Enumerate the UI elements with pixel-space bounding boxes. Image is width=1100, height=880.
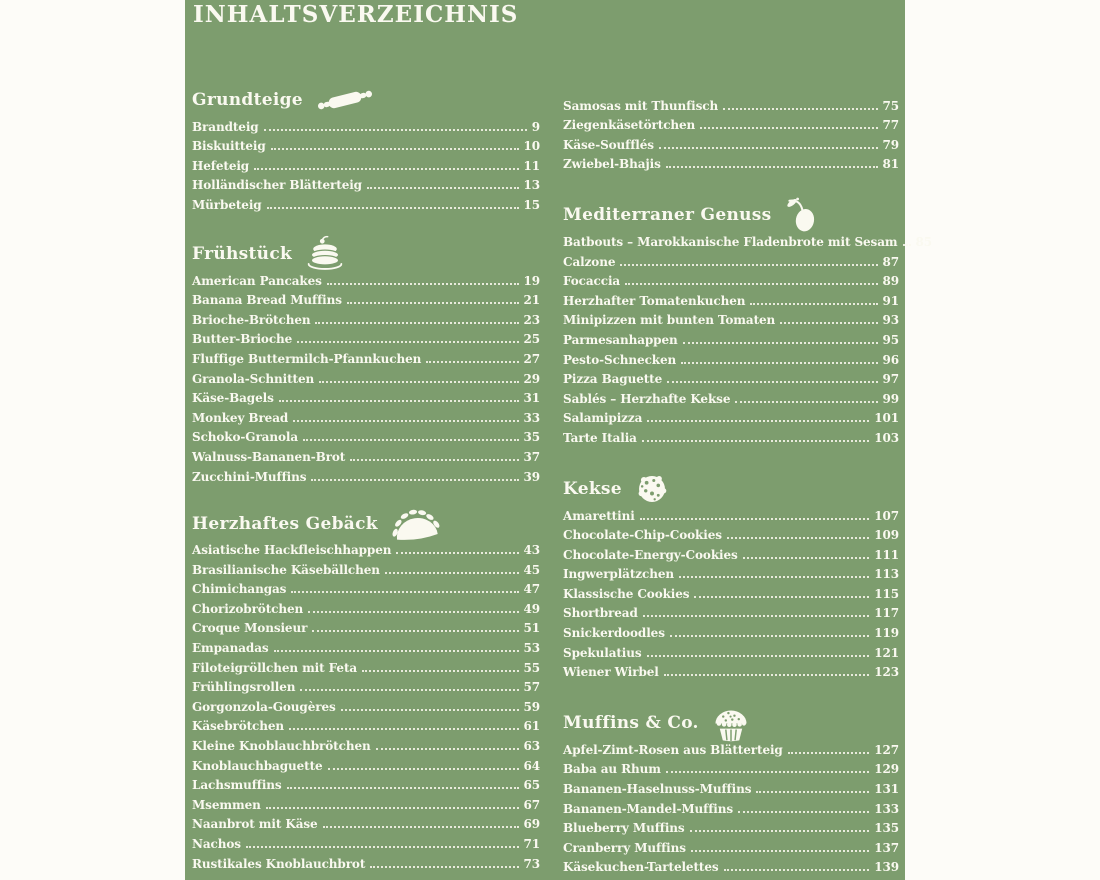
dotted-leader	[666, 771, 869, 773]
recipe-title: Parmesanhappen	[563, 332, 678, 347]
toc-entry[interactable]	[563, 134, 899, 154]
recipe-title: Ziegenkäsetörtchen	[563, 118, 696, 133]
toc-entry[interactable]	[563, 115, 899, 135]
toc-entry[interactable]	[563, 349, 899, 369]
toc-entry[interactable]	[192, 657, 540, 677]
toc-entry[interactable]	[563, 544, 899, 564]
toc-entry[interactable]	[192, 853, 540, 873]
page-number: 75	[882, 98, 899, 113]
dotted-leader	[254, 168, 518, 170]
page-number: 51	[523, 621, 540, 636]
section-title: Herzhaftes Gebäck	[192, 513, 378, 534]
dotted-leader	[271, 148, 519, 150]
recipe-title: Minipizzen mit bunten Tomaten	[563, 313, 776, 328]
page-number: 133	[874, 801, 899, 816]
page-number: 113	[874, 567, 899, 582]
page-number: 131	[874, 782, 899, 797]
toc-entry[interactable]	[192, 559, 540, 579]
toc-entry[interactable]	[563, 642, 899, 662]
toc-section-fruehstueck	[192, 240, 540, 486]
recipe-title: Schoko-Granola	[192, 430, 299, 445]
page-number: 63	[523, 739, 540, 754]
page-number: 25	[523, 332, 540, 347]
recipe-title: Chimichangas	[192, 582, 287, 597]
page-number: 9	[531, 119, 540, 134]
toc-entry[interactable]	[192, 155, 540, 175]
recipe-title: Pesto-Schnecken	[563, 352, 677, 367]
toc-section-muffins-co	[563, 709, 899, 876]
recipe-title: Focaccia	[563, 274, 621, 289]
page-number: 121	[874, 645, 899, 660]
toc-entry[interactable]	[192, 540, 540, 560]
dotted-leader	[700, 127, 877, 129]
recipe-title: Granola-Schnitten	[192, 371, 315, 386]
recipe-title: Tarte Italia	[563, 430, 637, 445]
page-number: 96	[882, 352, 899, 367]
recipe-title: Croque Monsieur	[192, 621, 308, 636]
recipe-title: Walnuss-Bananen-Brot	[192, 449, 346, 464]
recipe-title: Klassische Cookies	[563, 586, 690, 601]
dotted-leader	[780, 322, 877, 324]
recipe-title: Käse-Bagels	[192, 391, 274, 406]
section-heading	[563, 475, 899, 503]
page-number: 13	[523, 178, 540, 193]
toc-entry[interactable]	[192, 637, 540, 657]
page-number: 37	[523, 449, 540, 464]
dotted-leader	[694, 596, 869, 598]
recipe-title: Spekulatius	[563, 645, 642, 660]
dotted-leader	[643, 615, 869, 617]
toc-entry[interactable]	[192, 194, 540, 214]
toc-entry[interactable]	[563, 603, 899, 623]
page-number: 11	[523, 158, 540, 173]
dotted-leader	[642, 440, 869, 442]
dotted-leader	[647, 420, 869, 422]
dotted-leader	[735, 401, 877, 403]
dotted-leader	[311, 479, 518, 481]
dotted-leader	[625, 283, 877, 285]
page-number: 33	[523, 410, 540, 425]
page-number: 119	[874, 626, 899, 641]
toc-entry[interactable]	[192, 309, 540, 329]
dotted-leader	[327, 283, 519, 285]
toc-section-herzhaftes-gebaeck-fortsetzung	[563, 95, 899, 173]
toc-section-grundteige	[192, 86, 540, 214]
page-number: 71	[523, 837, 540, 851]
dotted-leader	[264, 129, 527, 131]
recipe-title: Shortbread	[563, 606, 638, 621]
section-heading	[563, 201, 899, 229]
section-heading	[192, 510, 540, 538]
section-heading	[563, 709, 899, 737]
toc-entry[interactable]	[192, 735, 540, 755]
toc-entry[interactable]	[563, 251, 899, 271]
recipe-title: Bananen-Mandel-Muffins	[563, 801, 734, 816]
recipe-title: Zwiebel-Bhajis	[563, 157, 661, 172]
dotted-leader	[315, 322, 518, 324]
dotted-leader	[679, 576, 869, 578]
page-number: 139	[874, 860, 899, 875]
dotted-leader	[396, 552, 518, 554]
recipe-title: Asiatische Hackfleischhappen	[192, 543, 392, 558]
recipe-title: Pizza Baguette	[563, 372, 663, 387]
toc-entry[interactable]	[563, 329, 899, 349]
dotted-leader	[385, 572, 519, 574]
recipe-title: Cranberry Muffins	[563, 840, 686, 855]
page-number: 123	[874, 665, 899, 680]
recipe-title: Chocolate-Energy-Cookies	[563, 547, 738, 562]
recipe-title: Monkey Bread	[192, 410, 289, 425]
page-number: 29	[523, 371, 540, 386]
recipe-title: Knoblauchbaguette	[192, 758, 323, 773]
recipe-title: Käse-Soufflés	[563, 137, 654, 152]
left-column	[192, 0, 540, 873]
toc-entry[interactable]	[563, 759, 899, 779]
dotted-leader	[683, 342, 878, 344]
page-number: 39	[523, 469, 540, 484]
recipe-title: Butter-Brioche	[192, 332, 293, 347]
dotted-leader	[323, 826, 519, 828]
recipe-title: Gorgonzola-Gougères	[192, 699, 336, 714]
recipe-title: Banana Bread Muffins	[192, 293, 342, 308]
recipe-title: Ingwerplätzchen	[563, 567, 674, 582]
dotted-leader	[664, 674, 870, 676]
page-number: 95	[882, 332, 899, 347]
dotted-leader	[289, 728, 518, 730]
recipe-title: Blueberry Muffins	[563, 821, 685, 836]
dotted-leader	[647, 655, 870, 657]
page-number: 27	[523, 351, 540, 366]
page-number: 47	[523, 582, 540, 597]
cookie-icon	[635, 472, 669, 506]
dotted-leader	[350, 459, 518, 461]
dotted-leader	[723, 108, 877, 110]
toc-sheet	[185, 0, 932, 880]
recipe-title: Snickerdoodles	[563, 626, 665, 641]
toc-entry[interactable]	[192, 618, 540, 638]
toc-section-kekse	[563, 475, 899, 681]
toc-entry[interactable]	[563, 564, 899, 584]
page-number: 89	[882, 274, 899, 289]
toc-entry[interactable]	[192, 775, 540, 795]
recipe-title: Lachsmuffins	[192, 778, 282, 793]
toc-entry[interactable]	[192, 427, 540, 447]
dotted-leader	[788, 752, 870, 754]
recipe-title: American Pancakes	[192, 273, 322, 288]
dotted-leader	[738, 811, 869, 813]
toc-entry[interactable]	[192, 598, 540, 618]
page-title: INHALTSVERZEICHNIS	[193, 1, 519, 28]
recipe-title: Fluffige Buttermilch-Pfannkuchen	[192, 351, 422, 366]
toc-section-mediterraner-genuss	[563, 201, 932, 447]
recipe-title: Herzhafter Tomatenkuchen	[563, 293, 746, 308]
page-number: 57	[523, 680, 540, 695]
toc-entry[interactable]	[192, 755, 540, 775]
recipe-title: Holländischer Blätterteig	[192, 178, 362, 193]
dotted-leader	[667, 381, 877, 383]
toc-entry[interactable]	[192, 833, 540, 853]
page-number: 67	[523, 797, 540, 812]
toc-entry[interactable]	[563, 231, 932, 251]
recipe-title: Batbouts – Marokkanische Fladenbrote mit Sesam	[563, 234, 898, 249]
page-number: 137	[874, 840, 899, 855]
dotted-leader	[291, 591, 518, 593]
recipe-title: Brandteig	[192, 119, 259, 134]
recipe-title: Kleine Knoblauchbrötchen	[192, 739, 371, 754]
toc-entry[interactable]	[563, 583, 899, 603]
recipe-title: Käsebrötchen	[192, 719, 285, 734]
dotted-leader	[670, 635, 869, 637]
dotted-leader	[903, 244, 911, 246]
dotted-leader	[367, 187, 519, 189]
page-number: 61	[523, 719, 540, 734]
page-number: 91	[882, 293, 899, 308]
page-number: 99	[882, 391, 899, 406]
dotted-leader	[640, 518, 870, 520]
page-number: 109	[874, 528, 899, 543]
recipe-title: Empanadas	[192, 641, 269, 656]
page-number: 59	[523, 699, 540, 714]
dotted-leader	[303, 439, 518, 441]
page-number: 97	[882, 372, 899, 387]
page-number: 79	[882, 137, 899, 152]
rolling-pin-icon	[316, 84, 374, 116]
page-number: 107	[874, 508, 899, 523]
recipe-title: Mürbeteig	[192, 197, 262, 212]
toc-entry[interactable]	[563, 739, 899, 759]
toc-entry[interactable]	[192, 270, 540, 290]
section-title: Mediterraner Genuss	[563, 205, 772, 226]
page-number: 129	[874, 762, 899, 777]
recipe-title: Salamipizza	[563, 411, 643, 426]
page-number: 117	[874, 606, 899, 621]
toc-entry[interactable]	[563, 505, 899, 525]
toc-entry[interactable]	[192, 388, 540, 408]
page-number: 49	[523, 601, 540, 616]
dotted-leader	[267, 207, 519, 209]
toc-entry[interactable]	[563, 525, 899, 545]
toc-entry[interactable]	[563, 427, 899, 447]
toc-entry[interactable]	[192, 677, 540, 697]
toc-entry[interactable]	[192, 716, 540, 736]
recipe-title: Biskuitteig	[192, 139, 266, 154]
toc-entry[interactable]	[192, 348, 540, 368]
recipe-title: Naanbrot mit Käse	[192, 817, 318, 832]
muffin-icon	[712, 705, 750, 742]
page-number: 10	[523, 139, 540, 154]
toc-entry[interactable]	[192, 329, 540, 349]
dotted-leader	[750, 303, 877, 305]
dotted-leader	[293, 420, 518, 422]
page-number: 93	[882, 313, 899, 328]
toc-section-herzhaftes-gebaeck	[192, 510, 540, 873]
toc-entry[interactable]	[563, 95, 899, 115]
recipe-title: Msemmen	[192, 797, 261, 812]
toc-entry[interactable]	[563, 271, 899, 291]
dotted-leader	[620, 264, 877, 266]
recipe-title: Calzone	[563, 254, 616, 269]
recipe-title: Apfel-Zimt-Rosen aus Blätterteig	[563, 742, 783, 757]
toc-entry[interactable]	[192, 794, 540, 814]
recipe-title: Chorizobrötchen	[192, 601, 304, 616]
dotted-leader	[659, 147, 878, 149]
page-number: 111	[874, 547, 899, 562]
toc-entry[interactable]	[192, 446, 540, 466]
section-title: Grundteige	[192, 90, 303, 110]
recipe-title: Hefeteig	[192, 158, 250, 173]
page-number: 31	[523, 391, 540, 406]
recipe-title: Amarettini	[563, 508, 635, 523]
recipe-title: Sablés – Herzhafte Kekse	[563, 391, 731, 406]
toc-entry[interactable]	[563, 388, 899, 408]
dotted-leader	[328, 768, 519, 770]
page-number: 115	[874, 586, 899, 601]
toc-entry[interactable]	[563, 857, 899, 877]
toc-entry[interactable]	[563, 154, 899, 174]
toc-entry[interactable]	[192, 136, 540, 156]
toc-entry[interactable]	[192, 368, 540, 388]
recipe-title: Zucchini-Muffins	[192, 469, 307, 484]
dotted-leader	[246, 846, 519, 848]
dotted-leader	[362, 670, 518, 672]
page-number: 73	[523, 856, 540, 871]
toc-entry[interactable]	[192, 696, 540, 716]
toc-entry[interactable]	[563, 818, 899, 838]
right-column	[563, 0, 932, 876]
page-number: 85	[915, 234, 932, 249]
page-number: 64	[523, 758, 540, 773]
dotted-leader	[274, 650, 519, 652]
toc-entry[interactable]	[563, 622, 899, 642]
section-title: Muffins & Co.	[563, 713, 699, 734]
section-heading	[192, 86, 540, 114]
toc-entry[interactable]	[192, 407, 540, 427]
page-number: 35	[523, 430, 540, 445]
recipe-title: Bananen-Haselnuss-Muffins	[563, 782, 752, 797]
toc-entry[interactable]	[563, 310, 899, 330]
page-number: 23	[523, 312, 540, 327]
page-number: 87	[882, 254, 899, 269]
page-number: 19	[523, 273, 540, 288]
dotted-leader	[724, 869, 870, 871]
page-number: 55	[523, 660, 540, 675]
toc-entry[interactable]	[192, 579, 540, 599]
page-number: 127	[874, 742, 899, 757]
dotted-leader	[341, 709, 519, 711]
page-number: 53	[523, 641, 540, 656]
section-title: Frühstück	[192, 243, 293, 264]
pancakes-icon	[305, 235, 345, 272]
toc-entry[interactable]	[563, 778, 899, 798]
dotted-leader	[319, 381, 518, 383]
toc-entry[interactable]	[192, 116, 540, 136]
empanada-icon	[391, 503, 441, 544]
dotted-leader	[308, 611, 518, 613]
recipe-title: Brasilianische Käsebällchen	[192, 562, 380, 577]
dotted-leader	[681, 362, 877, 364]
toc-entry[interactable]	[563, 290, 899, 310]
dotted-leader	[347, 302, 519, 304]
section-heading	[192, 240, 540, 268]
page-number: 15	[523, 197, 540, 212]
recipe-title: Brioche-Brötchen	[192, 312, 311, 327]
toc-entry[interactable]	[192, 466, 540, 486]
recipe-title: Nachos	[192, 837, 241, 851]
recipe-title: Frühlingsrollen	[192, 680, 296, 695]
toc-entry[interactable]	[563, 662, 899, 682]
page-number: 21	[523, 293, 540, 308]
page-number: 77	[882, 118, 899, 133]
dotted-leader	[691, 850, 869, 852]
dotted-leader	[279, 400, 519, 402]
page-number: 65	[523, 778, 540, 793]
toc-entry[interactable]	[192, 290, 540, 310]
dotted-leader	[666, 166, 878, 168]
dotted-leader	[743, 557, 870, 559]
page-number: 135	[874, 821, 899, 836]
dotted-leader	[312, 630, 518, 632]
toc-entry[interactable]	[192, 814, 540, 834]
dotted-leader	[690, 830, 870, 832]
dotted-leader	[426, 361, 518, 363]
recipe-title: Käsekuchen-Tartelettes	[563, 860, 719, 875]
page-number: 43	[523, 543, 540, 558]
section-title: Kekse	[563, 478, 622, 499]
page-number: 81	[882, 157, 899, 172]
recipe-title: Filoteigröllchen mit Feta	[192, 660, 358, 675]
toc-entry[interactable]	[563, 369, 899, 389]
dotted-leader	[266, 807, 519, 809]
toc-entry[interactable]	[563, 408, 899, 428]
recipe-title: Rustikales Knoblauchbrot	[192, 856, 366, 871]
dotted-leader	[370, 866, 518, 868]
page-number: 69	[523, 817, 540, 832]
olive-icon	[785, 196, 818, 234]
dotted-leader	[297, 341, 518, 343]
toc-entry[interactable]	[563, 798, 899, 818]
dotted-leader	[287, 787, 519, 789]
recipe-title: Wiener Wirbel	[563, 665, 659, 680]
dotted-leader	[727, 537, 869, 539]
recipe-title: Samosas mit Thunfisch	[563, 98, 719, 113]
page-number: 101	[874, 411, 899, 426]
dotted-leader	[756, 791, 869, 793]
dotted-leader	[376, 748, 519, 750]
toc-entry[interactable]	[563, 837, 899, 857]
page-number: 103	[874, 430, 899, 445]
recipe-title: Chocolate-Chip-Cookies	[563, 528, 722, 543]
toc-entry[interactable]	[192, 175, 540, 195]
page-number: 45	[523, 562, 540, 577]
recipe-title: Baba au Rhum	[563, 762, 661, 777]
dotted-leader	[300, 689, 518, 691]
